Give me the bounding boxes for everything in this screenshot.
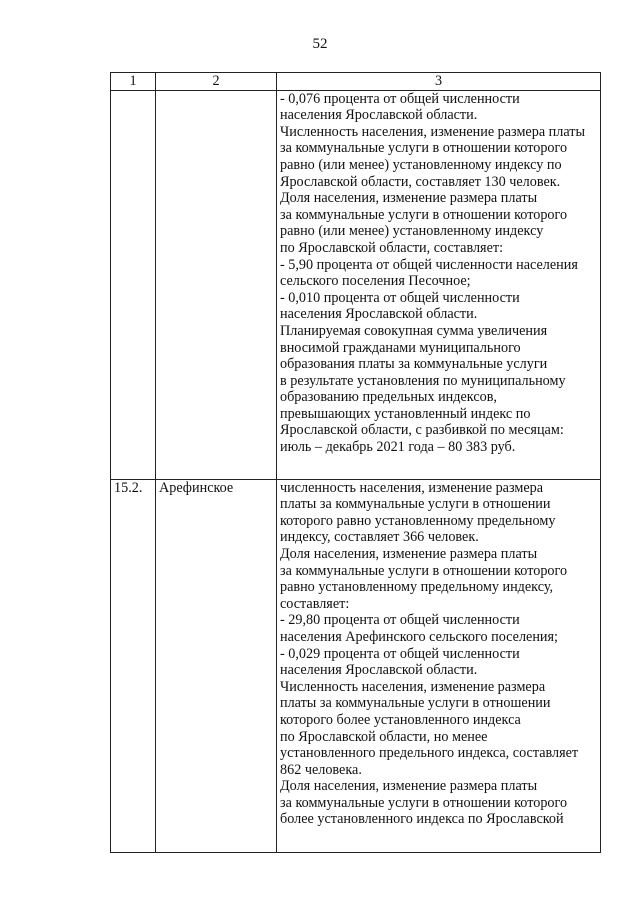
column-header-3: 3 [277, 73, 601, 91]
row-name-cell [156, 90, 277, 479]
description-line: за коммунальные услуги в отношении которого [280, 562, 568, 579]
description-line: вносимой гражданами муниципального [280, 339, 521, 356]
description-line: Доля населения, изменение размера платы [280, 778, 538, 795]
description-line: образования платы за коммунальные услуги [280, 356, 548, 373]
description-line: Доля населения, изменение размера платы [280, 545, 538, 562]
table-header-row [111, 73, 601, 91]
row-description-cell [277, 479, 601, 852]
description-line: - 0,010 процента от общей численности [280, 289, 520, 306]
table-row [111, 479, 601, 852]
description-line: населения Ярославской области. [280, 306, 478, 323]
description-line: за коммунальные услуги в отношении которого [280, 794, 568, 811]
description-line: равно (или менее) установленному индексу [280, 223, 544, 240]
description-line: Численность населения, изменение размера платы [280, 123, 586, 140]
description-line: за коммунальные услуги в отношении которого [280, 206, 568, 223]
description-line: Численность населения, изменение размера [280, 678, 546, 695]
row-number-cell: 15.2. [111, 479, 156, 852]
description-line: платы за коммунальные услуги в отношении [280, 496, 551, 513]
description-line: численность населения, изменение размера [280, 479, 544, 496]
description-line: - 5,90 процента от общей численности населения [280, 256, 578, 273]
column-header-2: 2 [156, 73, 277, 91]
description-line: по Ярославской области, составляет: [280, 239, 504, 256]
description-line: сельского поселения Песочное; [280, 273, 471, 290]
column-header-1: 1 [111, 73, 156, 91]
description-line: июль – декабрь 2021 года – 80 383 руб. [280, 439, 516, 456]
row-name-cell: Арефинское [156, 479, 277, 852]
description-line: установленного предельного индекса, составляет [280, 745, 579, 762]
description-line: населения Арефинского сельского поселения; [280, 628, 558, 645]
description-line: за коммунальные услуги в отношении которого [280, 140, 568, 157]
description-line: более установленного индекса по Ярославской [280, 811, 564, 828]
description-line: населения Ярославской области. [280, 107, 478, 124]
description-line: Ярославской области, с разбивкой по месяцам: [280, 422, 564, 439]
table-row [111, 90, 601, 479]
row-number-cell [111, 90, 156, 479]
description-line: платы за коммунальные услуги в отношении [280, 695, 551, 712]
description-line: Доля населения, изменение размера платы [280, 190, 538, 207]
description-line: - 29,80 процента от общей численности [280, 612, 520, 629]
description-line: - 0,076 процента от общей численности [280, 90, 520, 107]
description-line: равно установленному предельному индексу, [280, 579, 554, 596]
description-line: превышающих установленный индекс по [280, 405, 531, 422]
description-line: которого более установленного индекса [280, 711, 521, 728]
description-line: индексу, составляет 366 человек. [280, 529, 479, 546]
document-table [110, 72, 601, 853]
description-line: населения Ярославской области. [280, 662, 478, 679]
description-line: образованию предельных индексов, [280, 389, 497, 406]
description-line: Планируемая совокупная сумма увеличения [280, 322, 548, 339]
description-line: которого равно установленному предельному [280, 512, 556, 529]
description-line: 862 человека. [280, 761, 362, 778]
description-line: равно (или менее) установленному индексу по [280, 156, 562, 173]
page-number: 52 [312, 36, 328, 52]
description-line: составляет: [280, 595, 350, 612]
description-line: Ярославской области, составляет 130 человек. [280, 173, 561, 190]
description-line: по Ярославской области, но менее [280, 728, 488, 745]
row-description-cell [277, 90, 601, 479]
description-line: - 0,029 процента от общей численности [280, 645, 520, 662]
description-line: в результате установления по муниципальному [280, 372, 566, 389]
